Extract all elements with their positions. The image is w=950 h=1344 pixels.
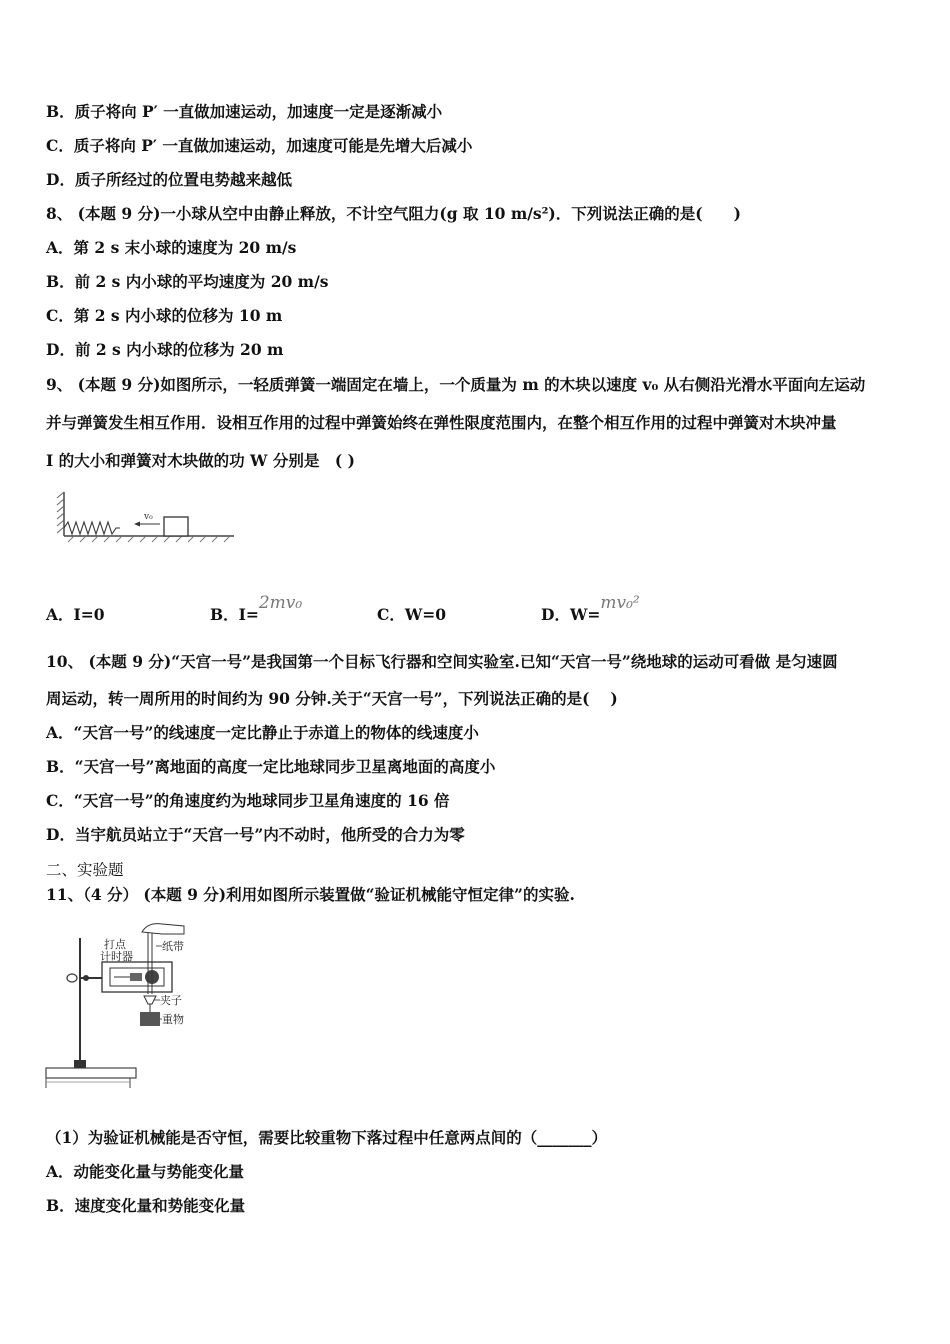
- q8-option-b: B．前 2 s 内小球的平均速度为 20 m/s: [46, 272, 329, 291]
- q10-option-d: D．当宇航员站立于“天宫一号”内不动时，他所受的合力为零: [46, 825, 465, 844]
- q7-option-c: C．质子将向 P′ 一直做加速运动，加速度可能是先增大后减小: [46, 136, 473, 155]
- weight-label: 重物: [162, 1013, 184, 1026]
- q11-sub1: （1）为验证机械能是否守恒，需要比较重物下落过程中任意两点间的（_______）: [46, 1128, 608, 1147]
- spring-block-figure: [54, 486, 244, 552]
- q7-option-b: B．质子将向 P′ 一直做加速运动，加速度一定是逐渐减小: [46, 102, 443, 121]
- q9-stem-line1: 9、 (本题 9 分)如图所示，一轻质弹簧一端固定在墙上，一个质量为 m 的木块以速度 v₀ 从右侧沿光滑水平面向左运动: [46, 375, 866, 394]
- q8-stem: 8、 (本题 9 分)一小球从空中由静止释放，不计空气阻力(g 取 10 m/s²)．下列说法正确的是( ): [46, 204, 741, 223]
- q8-option-c: C．第 2 s 内小球的位移为 10 m: [46, 306, 283, 325]
- q9-stem-line3: I 的大小和弹簧对木块做的功 W 分别是 ( ): [46, 451, 355, 470]
- q9-option-d: [541, 593, 640, 625]
- q10-option-c: C．“天宫一号”的角速度约为地球同步卫星角速度的 16 倍: [46, 791, 450, 810]
- apparatus-figure: [44, 920, 194, 1102]
- q10-option-b: B．“天宫一号”离地面的高度一定比地球同步卫星离地面的高度小: [46, 757, 496, 776]
- q9-option-b-prefix: B．I=: [210, 605, 259, 624]
- q10-stem-line2: 周运动，转一周所用的时间约为 90 分钟.关于“天宫一号”，下列说法正确的是( ): [46, 689, 618, 708]
- q8-option-a: A．第 2 s 末小球的速度为 20 m/s: [46, 238, 297, 257]
- section-heading: 二、实验题: [46, 861, 124, 879]
- q9-option-a: A．I=0: [46, 605, 105, 624]
- q8-option-d: D．前 2 s 内小球的位移为 20 m: [46, 340, 284, 359]
- velocity-label: v₀: [144, 512, 153, 522]
- q9-option-b: [210, 593, 303, 625]
- q11-option-b: B．速度变化量和势能变化量: [46, 1196, 246, 1215]
- q10-stem-line1: 10、 (本题 9 分)“天宫一号”是我国第一个目标飞行器和空间实验室.已知“天宫一号”绕地球的运动可看做 是匀速圆: [46, 652, 838, 671]
- q9-option-b-formula: 2mv₀: [258, 593, 303, 613]
- q11-stem: 11、（4 分） (本题 9 分)利用如图所示装置做“验证机械能守恒定律”的实验.: [46, 885, 575, 904]
- clip-label: 夹子: [160, 994, 182, 1007]
- q11-option-a: A．动能变化量与势能变化量: [46, 1162, 245, 1181]
- timer-label: 打点: [104, 938, 126, 951]
- q9-stem-line2: 并与弹簧发生相互作用．设相互作用的过程中弹簧始终在弹性限度范围内，在整个相互作用的过程中弹簧对木块冲量: [46, 413, 837, 432]
- q9-option-d-formula: mv₀²: [600, 593, 640, 613]
- q10-option-a: A．“天宫一号”的线速度一定比静止于赤道上的物体的线速度小: [46, 723, 479, 742]
- timer-label-2: 计时器: [100, 950, 133, 963]
- q9-option-c: C．W=0: [377, 605, 447, 624]
- q7-option-d: D．质子所经过的位置电势越来越低: [46, 170, 292, 189]
- tape-label: 纸带: [162, 940, 184, 953]
- q9-option-d-prefix: D．W=: [541, 605, 601, 624]
